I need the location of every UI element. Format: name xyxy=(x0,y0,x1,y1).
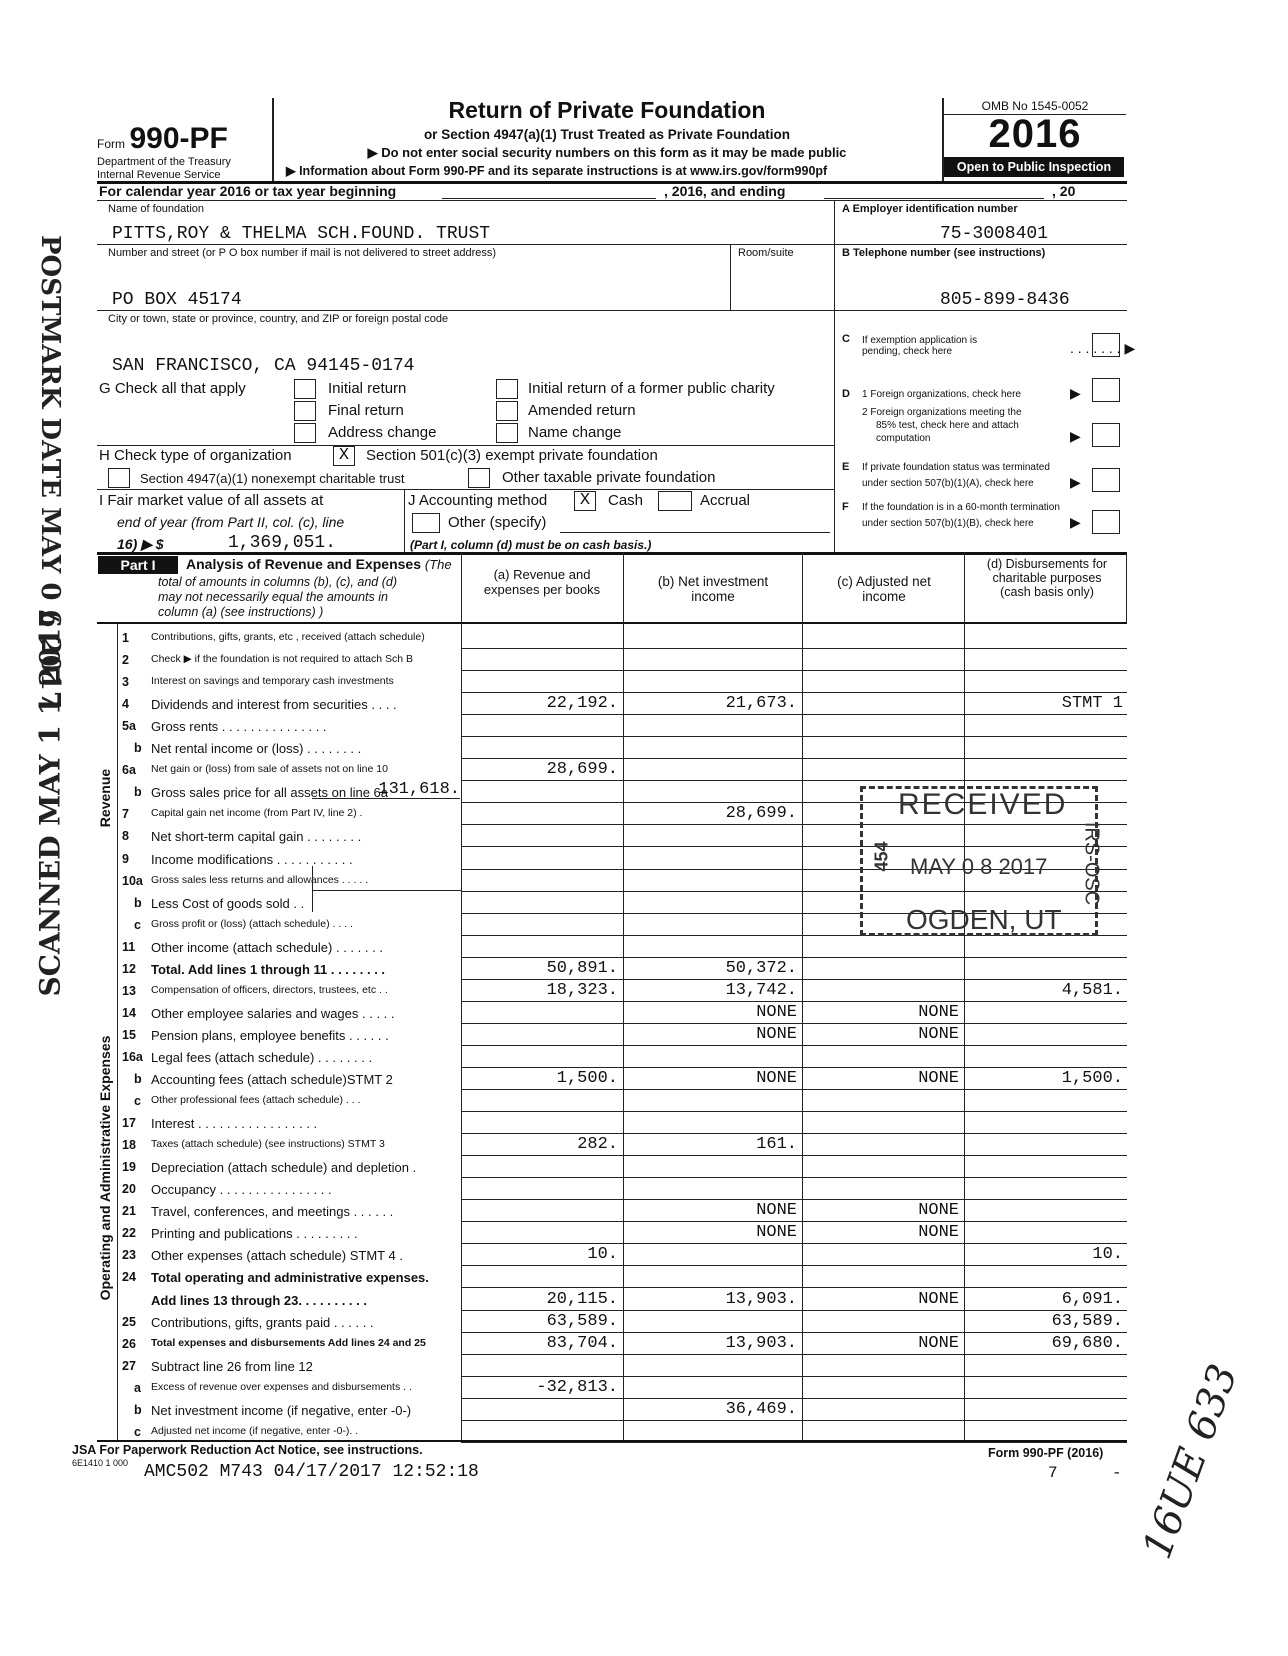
row-label: Income modifications . . . . . . . . . . . xyxy=(151,851,353,867)
side-expenses-label: Operating and Administrative Expenses xyxy=(97,1035,113,1301)
f-text1: If the foundation is in a 60-month termination xyxy=(862,502,1060,513)
cell-c[interactable]: NONE xyxy=(918,1289,959,1309)
table-row xyxy=(0,715,1288,737)
dept-treasury: Department of the Treasury xyxy=(97,156,231,168)
row-label: Other income (attach schedule) . . . . . . . xyxy=(151,939,383,955)
g-address-label: Address change xyxy=(328,424,437,441)
row-number: 13 xyxy=(122,983,136,998)
col-b-header: (b) Net investment income xyxy=(657,574,769,604)
cell-c[interactable]: NONE xyxy=(918,1201,959,1221)
part1-title-text: Analysis of Revenue and Expenses xyxy=(186,556,421,572)
row-number: 17 xyxy=(122,1116,136,1131)
row-number: 21 xyxy=(122,1204,136,1219)
form-prefix: Form xyxy=(97,137,125,151)
d2-text2: 85% test, check here and attach xyxy=(876,420,1019,431)
row-number: b xyxy=(134,785,142,800)
stamp-box-num: 454 xyxy=(871,841,892,872)
part1-desc4: column (a) (see instructions) ) xyxy=(158,605,324,619)
j-note: (Part I, column (d) must be on cash basis.) xyxy=(410,538,652,552)
table-row xyxy=(0,627,1288,649)
year-suffix: , 20 xyxy=(1052,183,1076,199)
c-checkbox[interactable] xyxy=(1092,333,1120,357)
row-number: b xyxy=(134,1402,142,1417)
c-text1: If exemption application is xyxy=(862,335,978,346)
postmark-stamp: POSTMARK DATE MAY 0 6 2017 xyxy=(35,235,65,709)
room-label: Room/suite xyxy=(738,247,794,259)
cell-d[interactable]: 10. xyxy=(1092,1245,1123,1265)
row-number: 5a xyxy=(122,719,136,734)
street-label: Number and street (or P O box number if mail is not delivered to street address) xyxy=(108,247,497,259)
g-address-checkbox[interactable] xyxy=(294,423,316,443)
j-label: J Accounting method xyxy=(408,492,548,509)
col-d-header: (d) Disbursements for charitable purposes (cash basis only) xyxy=(986,557,1108,599)
omb-number: OMB No 1545-0052 xyxy=(981,99,1089,113)
table-row xyxy=(0,693,1288,715)
d2-text3: computation xyxy=(876,433,931,444)
part1-badge: Part I xyxy=(98,556,178,574)
row-label: Accounting fees (attach schedule)STMT 2 xyxy=(151,1072,393,1087)
cell-a[interactable]: 83,704. xyxy=(546,1333,618,1353)
j-other-label: Other (specify) xyxy=(448,514,547,531)
row-label: Check ▶ if the foundation is not required to attach Sch B xyxy=(151,653,413,666)
row-number: 12 xyxy=(122,961,136,976)
cell-d[interactable]: 63,589. xyxy=(1051,1311,1123,1331)
g-final-checkbox[interactable] xyxy=(294,401,316,421)
cell-b[interactable]: NONE xyxy=(756,1002,797,1022)
row-label: Less Cost of goods sold . . xyxy=(151,895,305,911)
row-label: Dividends and interest from securities . . . . xyxy=(151,697,397,713)
row-number: 22 xyxy=(122,1226,136,1241)
f-text2: under section 507(b)(1)(B), check here xyxy=(862,518,1034,529)
city-value[interactable]: SAN FRANCISCO, CA 94145-0174 xyxy=(112,356,415,376)
table-row xyxy=(0,1156,1288,1178)
fair-market-value[interactable]: 1,369,051. xyxy=(228,533,337,553)
cell-d[interactable]: 6,091. xyxy=(1061,1289,1123,1309)
h-501c3-checkbox[interactable]: X xyxy=(333,446,355,466)
form-label xyxy=(97,122,228,156)
cell-b[interactable]: 36,469. xyxy=(725,1399,797,1419)
cell-b[interactable]: 161. xyxy=(756,1135,797,1155)
c-arrow: . . . . . . . ▶ xyxy=(1070,340,1136,356)
form-number: 990-PF xyxy=(129,122,228,155)
open-public-badge: Open to Public Inspection xyxy=(944,157,1124,177)
stamp-received: RECEIVED xyxy=(898,788,1068,821)
e-text1: If private foundation status was terminated xyxy=(862,462,1050,473)
row-label: Subtract line 26 from line 12 xyxy=(151,1358,313,1374)
row-label: Net investment income (if negative, enter -0-) xyxy=(151,1402,412,1418)
row-label: Depreciation (attach schedule) and depletion . xyxy=(151,1160,417,1176)
i-line2: end of year (from Part II, col. (c), line xyxy=(117,514,345,530)
row-label: Occupancy . . . . . . . . . . . . . . . . xyxy=(151,1182,332,1198)
cell-b[interactable]: 28,699. xyxy=(725,804,797,824)
table-row xyxy=(0,1068,1288,1090)
g-amended-checkbox[interactable] xyxy=(496,401,518,421)
row-label: Interest on savings and temporary cash investments xyxy=(151,675,394,688)
form-reference: Form 990-PF (2016) xyxy=(988,1446,1104,1460)
part1-desc3: may not necessarily equal the amounts in xyxy=(158,590,388,604)
d2-arrow: ▶ xyxy=(1070,428,1081,444)
g-final-label: Final return xyxy=(328,402,404,419)
table-row xyxy=(0,1134,1288,1156)
row-label: Gross sales less returns and allowances . . . . . xyxy=(151,873,369,886)
j-accrual-label: Accrual xyxy=(700,492,751,509)
row-number: 23 xyxy=(122,1248,136,1263)
g-name-checkbox[interactable] xyxy=(496,423,518,443)
h-other-taxable-label: Other taxable private foundation xyxy=(502,469,716,486)
cell-b[interactable]: 21,673. xyxy=(725,694,797,714)
table-row xyxy=(0,737,1288,759)
row-label: Net gain or (loss) from sale of assets not on line 10 xyxy=(151,763,388,776)
e-letter: E xyxy=(842,461,850,473)
row-label: Pension plans, employee benefits . . . . . . xyxy=(151,1027,389,1043)
row-number: 19 xyxy=(122,1160,136,1175)
j-cash-label: Cash xyxy=(608,492,644,509)
g-initial-former-checkbox[interactable] xyxy=(496,379,518,399)
cell-b[interactable]: 13,742. xyxy=(725,980,797,1000)
and-ending: , 2016, and ending xyxy=(664,183,786,199)
e-checkbox[interactable] xyxy=(1092,468,1120,492)
table-row xyxy=(0,980,1288,1002)
e-arrow: ▶ xyxy=(1070,474,1081,490)
row-label: Legal fees (attach schedule) . . . . . . . . xyxy=(151,1049,373,1065)
row-label: Taxes (attach schedule) (see instructions) STMT 3 xyxy=(151,1138,385,1151)
d-letter: D xyxy=(842,388,850,400)
h-501c3-label: Section 501(c)(3) exempt private foundation xyxy=(366,447,658,464)
d2-text1: 2 Foreign organizations meeting the xyxy=(862,407,1022,418)
row-label: Contributions, gifts, grants paid . . . . . . xyxy=(151,1314,374,1330)
table-row xyxy=(0,1222,1288,1244)
cell-d[interactable]: STMT 1 xyxy=(1061,694,1123,714)
form-subtitle: or Section 4947(a)(1) Trust Treated as Private Foundation xyxy=(423,127,791,142)
gross-sales-6b-value[interactable]: 131,618. xyxy=(378,780,460,799)
form-code: 6E1410 1 000 xyxy=(72,1458,129,1468)
row-number: 20 xyxy=(122,1182,136,1197)
row-label: Net short-term capital gain . . . . . . . . xyxy=(151,829,362,845)
table-row xyxy=(0,1024,1288,1046)
ein-value[interactable]: 75-3008401 xyxy=(940,224,1049,244)
row-number: 26 xyxy=(122,1336,136,1351)
cell-a[interactable]: 20,115. xyxy=(546,1289,618,1309)
table-row xyxy=(0,1355,1288,1377)
cell-a[interactable]: 1,500. xyxy=(556,1069,618,1088)
cell-c[interactable]: NONE xyxy=(918,1333,959,1353)
row-number: c xyxy=(134,917,141,932)
table-row xyxy=(0,1046,1288,1068)
cell-a[interactable]: 282. xyxy=(577,1135,618,1155)
table-row xyxy=(0,671,1288,693)
row-number: b xyxy=(134,1072,142,1086)
table-row xyxy=(0,649,1288,671)
part1-title xyxy=(186,556,452,572)
row-label: Total operating and administrative expenses. xyxy=(151,1270,429,1286)
cell-c[interactable]: NONE xyxy=(918,1069,959,1088)
g-initial-former-label: Initial return of a former public charity xyxy=(528,380,775,397)
h-other-taxable-checkbox[interactable] xyxy=(468,468,490,488)
cell-a[interactable]: 10. xyxy=(587,1245,618,1265)
cell-a[interactable]: 18,323. xyxy=(546,980,618,1000)
d2-checkbox[interactable] xyxy=(1092,423,1120,447)
row-label: Total. Add lines 1 through 11 . . . . . . . . xyxy=(151,961,386,977)
stamp-side-code: IRS-OSC xyxy=(1080,821,1103,906)
row-number: c xyxy=(134,1424,141,1439)
row-number: 7 xyxy=(122,807,129,822)
ein-label: A Employer identification number xyxy=(842,203,1018,215)
d1-text: 1 Foreign organizations, check here xyxy=(862,389,1021,400)
table-row xyxy=(0,958,1288,980)
d1-arrow: ▶ xyxy=(1070,385,1081,401)
stamp-date: MAY 0 8 2017 xyxy=(910,854,1048,879)
table-row xyxy=(0,1289,1288,1311)
cell-b[interactable]: NONE xyxy=(756,1223,797,1243)
info-notice: ▶ Information about Form 990-PF and its separate instructions is at www.irs.gov/form990pf xyxy=(286,164,828,178)
phone-label: B Telephone number (see instructions) xyxy=(842,247,1046,259)
table-row xyxy=(0,1377,1288,1399)
table-row xyxy=(0,1112,1288,1134)
h-label: H Check type of organization xyxy=(99,447,292,464)
g-initial-checkbox[interactable] xyxy=(294,379,316,399)
row-number: 8 xyxy=(122,829,129,844)
page-dash: - xyxy=(1112,1464,1122,1482)
name-label: Name of foundation xyxy=(108,203,205,215)
table-row xyxy=(0,759,1288,781)
cell-d[interactable]: 4,581. xyxy=(1061,980,1123,1000)
row-label: Excess of revenue over expenses and disbursements . . xyxy=(151,1380,412,1393)
table-row xyxy=(0,1200,1288,1222)
ssn-notice: ▶ Do not enter social security numbers on this form as it may be made public xyxy=(367,145,847,160)
cell-d[interactable]: 1,500. xyxy=(1061,1069,1123,1088)
cell-b[interactable]: 13,903. xyxy=(725,1333,797,1353)
page-number: 7 xyxy=(1048,1464,1058,1482)
table-row xyxy=(0,1002,1288,1024)
calendar-line xyxy=(99,183,396,199)
row-number: 6a xyxy=(122,763,136,778)
g-amended-label: Amended return xyxy=(528,402,636,419)
handwritten-note: 16UE 633 xyxy=(1134,1358,1247,1565)
j-other-checkbox[interactable] xyxy=(412,513,440,533)
paperwork-notice: JSA For Paperwork Reduction Act Notice, see instructions. xyxy=(72,1443,423,1457)
part1-desc2: total of amounts in columns (b), (c), and (d) xyxy=(158,575,397,589)
c-letter: C xyxy=(842,333,850,345)
table-row xyxy=(0,1399,1288,1421)
row-label: Contributions, gifts, grants, etc , received (attach schedule) xyxy=(151,631,425,643)
table-row xyxy=(0,1244,1288,1266)
j-cash-checkbox[interactable]: X xyxy=(574,491,596,511)
cell-b[interactable]: NONE xyxy=(756,1024,797,1044)
f-checkbox[interactable] xyxy=(1092,510,1120,534)
row-number: c xyxy=(134,1094,141,1109)
h-4947-checkbox[interactable] xyxy=(108,468,130,488)
row-label: Interest . . . . . . . . . . . . . . . . . xyxy=(151,1116,318,1132)
table-row xyxy=(0,1178,1288,1200)
tax-year: 2016 xyxy=(988,112,1082,156)
phone-value[interactable]: 805-899-8436 xyxy=(940,290,1070,310)
row-label: Gross sales price for all assets on line 6a xyxy=(151,785,388,801)
row-label: Adjusted net income (if negative, enter -0-). . xyxy=(151,1424,359,1437)
street-value[interactable]: PO BOX 45174 xyxy=(112,290,242,310)
irs-label: Internal Revenue Service xyxy=(97,169,221,181)
batch-stamp: AMC502 M743 04/17/2017 12:52:18 xyxy=(144,1462,479,1482)
row-number: b xyxy=(134,895,142,910)
j-accrual-checkbox[interactable] xyxy=(658,491,692,511)
row-label: Gross rents . . . . . . . . . . . . . . . xyxy=(151,719,327,735)
row-number: 24 xyxy=(122,1270,136,1285)
h-4947-label: Section 4947(a)(1) nonexempt charitable trust xyxy=(140,471,405,486)
row-label: Compensation of officers, directors, trustees, etc . . xyxy=(151,983,388,996)
d1-checkbox[interactable] xyxy=(1092,378,1120,402)
row-number: 15 xyxy=(122,1027,136,1042)
row-number: 18 xyxy=(122,1138,136,1153)
col-c-header: (c) Adjusted net income xyxy=(837,574,931,604)
side-revenue-label: Revenue xyxy=(97,768,113,828)
foundation-name[interactable]: PITTS,ROY & THELMA SCH.FOUND. TRUST xyxy=(112,224,491,244)
row-number: 4 xyxy=(122,697,129,712)
cell-a[interactable]: 22,192. xyxy=(546,694,618,714)
cell-b[interactable]: 50,372. xyxy=(725,958,797,978)
cell-b[interactable]: NONE xyxy=(756,1069,797,1088)
c-text2: pending, check here xyxy=(862,346,953,357)
f-arrow: ▶ xyxy=(1070,514,1081,530)
row-number: b xyxy=(134,741,142,756)
row-label: Add lines 13 through 23. . . . . . . . . . xyxy=(151,1292,367,1308)
cell-a[interactable]: 28,699. xyxy=(546,760,618,780)
row-label: Other employee salaries and wages . . . . . xyxy=(151,1005,395,1021)
cell-c[interactable]: NONE xyxy=(918,1002,959,1022)
cell-d[interactable]: 69,680. xyxy=(1051,1333,1123,1353)
row-number: 16a xyxy=(122,1049,143,1064)
part1-desc1: (The xyxy=(424,557,452,572)
row-number: 27 xyxy=(122,1358,136,1373)
e-text2: under section 507(b)(1)(A), check here xyxy=(862,478,1034,489)
i-line3: 16) ▶ $ xyxy=(117,536,164,552)
g-name-label: Name change xyxy=(528,424,622,441)
cell-b[interactable]: 13,903. xyxy=(725,1289,797,1309)
row-number: a xyxy=(134,1380,141,1395)
cell-c[interactable]: NONE xyxy=(918,1024,959,1044)
form-title: Return of Private Foundation xyxy=(448,97,766,123)
cell-b[interactable]: NONE xyxy=(756,1201,797,1221)
table-row xyxy=(0,1266,1288,1288)
row-number: 2 xyxy=(122,653,129,668)
city-label: City or town, state or province, country, and ZIP or foreign postal code xyxy=(108,313,449,325)
row-number: 11 xyxy=(122,939,136,954)
row-number: 10a xyxy=(122,873,143,888)
g-label: G Check all that apply xyxy=(99,380,246,397)
table-row xyxy=(0,1311,1288,1333)
stamp-place: OGDEN, UT xyxy=(906,904,1062,935)
row-label: Travel, conferences, and meetings . . . . . . xyxy=(151,1204,394,1220)
table-row xyxy=(0,936,1288,958)
row-label: Printing and publications . . . . . . . . . xyxy=(151,1226,358,1242)
f-letter: F xyxy=(842,501,849,513)
row-number: 9 xyxy=(122,851,129,866)
received-stamp xyxy=(860,786,1105,938)
row-number: 3 xyxy=(122,675,129,690)
table-row xyxy=(0,1090,1288,1112)
row-label: Gross profit or (loss) (attach schedule) . . . . xyxy=(151,917,353,930)
cell-a[interactable]: 63,589. xyxy=(546,1311,618,1331)
row-number: 25 xyxy=(122,1314,136,1329)
col-a-header: (a) Revenue and expenses per books xyxy=(483,567,601,597)
cell-c[interactable]: NONE xyxy=(918,1223,959,1243)
g-initial-label: Initial return xyxy=(328,380,407,397)
calendar-text: For calendar year 2016 or tax year beginning xyxy=(99,183,397,199)
row-label: Total expenses and disbursements Add lines 24 and 25 xyxy=(151,1336,426,1349)
row-label: Other professional fees (attach schedule) . . . xyxy=(151,1094,361,1107)
row-label: Capital gain net income (from Part IV, line 2) . xyxy=(151,807,363,820)
row-number: 1 xyxy=(122,631,129,645)
row-label: Other expenses (attach schedule) STMT 4 . xyxy=(151,1248,403,1264)
cell-a[interactable]: -32,813. xyxy=(536,1377,618,1397)
i-line1: I Fair market value of all assets at xyxy=(99,492,324,509)
row-label: Net rental income or (loss) . . . . . . . . xyxy=(151,741,362,757)
table-row xyxy=(0,1333,1288,1355)
cell-a[interactable]: 50,891. xyxy=(546,958,618,978)
scanned-stamp: SCANNED MAY 1 1 2017 xyxy=(33,608,67,997)
row-number: 14 xyxy=(122,1005,136,1020)
